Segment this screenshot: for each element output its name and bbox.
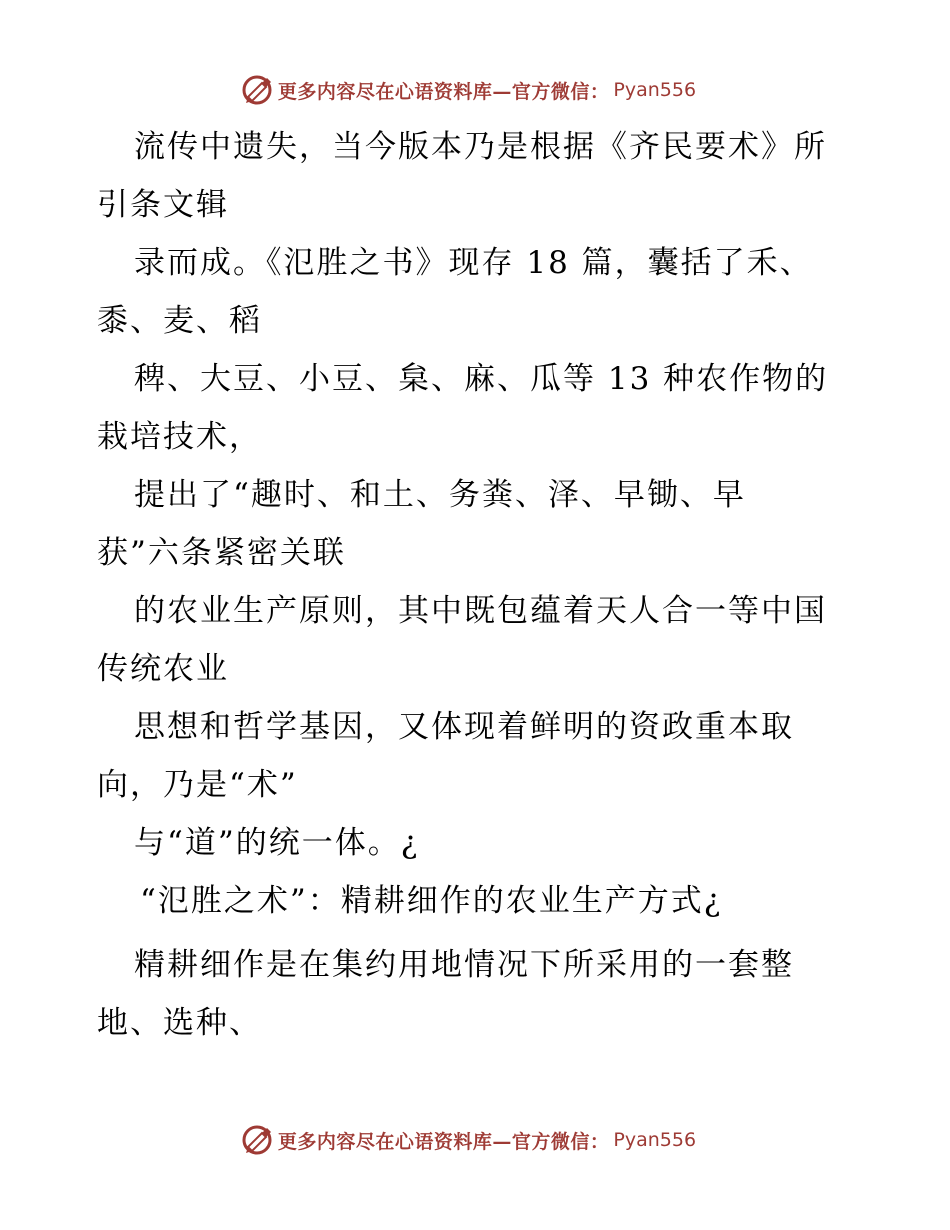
brand-logo-icon — [240, 73, 274, 107]
text-line: 黍、麦、稻 — [97, 303, 262, 339]
text-line: 引条文辑 — [97, 187, 229, 223]
text-line: 传统农业 — [97, 651, 229, 687]
header-wechat-id: Pyan556 — [613, 79, 697, 101]
page-footer-banner — [0, 1118, 950, 1162]
text-line: 思想和哲学基因，又体现着鲜明的资政重本取 — [134, 709, 794, 745]
text-line: 提出了“趣时、和土、务粪、泽、早锄、早 — [134, 477, 746, 513]
text-line: 流传中遗失，当今版本乃是根据《齐民要术》所 — [134, 129, 827, 165]
footer-banner-text: 更多内容尽在心语资料库—官方微信： — [277, 1130, 610, 1153]
text-line: 获”六条紧密关联 — [97, 535, 346, 571]
page-header-banner — [0, 68, 950, 112]
text-line: 与“道”的统一体。¿ — [134, 825, 420, 861]
text-line: 地、选种、 — [97, 1005, 262, 1041]
brand-logo-icon — [240, 1123, 274, 1157]
text-line: 录而成。《氾胜之书》现存 18 篇，囊括了禾、 — [134, 245, 813, 281]
text-line: 的农业生产原则，其中既包蕴着天人合一等中国 — [134, 593, 827, 629]
text-line: 栽培技术， — [97, 419, 262, 455]
header-banner-text: 更多内容尽在心语资料库—官方微信： — [277, 80, 610, 103]
text-line: 稗、大豆、小豆、枲、麻、瓜等 13 种农作物的 — [134, 361, 829, 397]
header-banner-content — [240, 73, 696, 107]
section-heading: “氾胜之术”：精耕细作的农业生产方式¿ — [140, 883, 723, 919]
footer-wechat-id: Pyan556 — [613, 1129, 697, 1151]
text-line: 精耕细作是在集约用地情况下所采用的一套整 — [134, 947, 794, 983]
text-line: 向，乃是“术” — [97, 767, 298, 803]
footer-banner-content — [240, 1123, 696, 1157]
